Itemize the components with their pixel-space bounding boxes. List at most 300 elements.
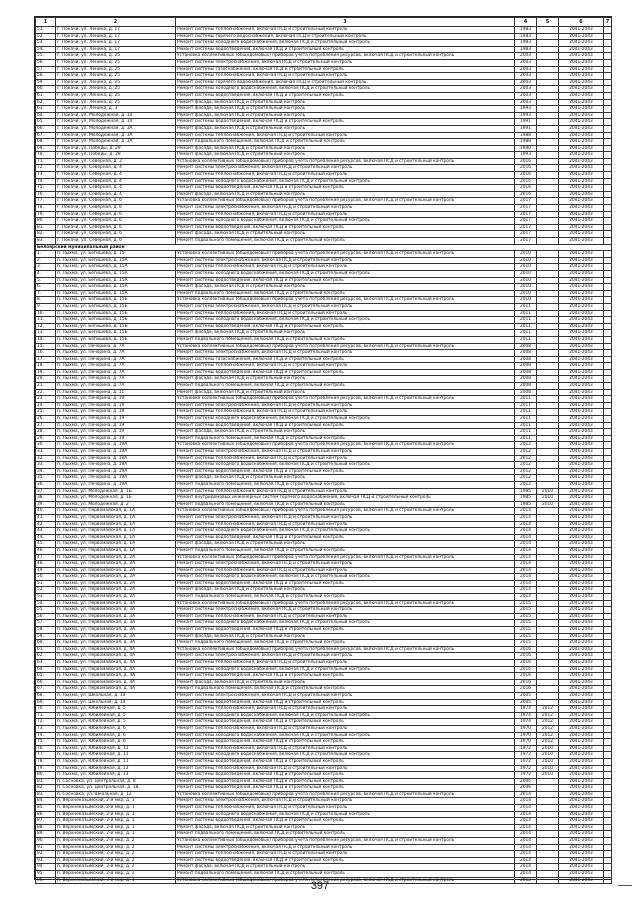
repair-period-cell: 2041-2043 (559, 574, 604, 581)
address-cell: г. Покачи, ул. Ленина, д. 17 (56, 27, 176, 34)
repair-period-cell: 2041-2043 (559, 475, 604, 482)
table-row (36, 132, 612, 139)
row-number: 16. (36, 350, 56, 357)
work-type-cell: Ремонт системы холодного водоснабжения, включая ПСД и строительный контроль (176, 574, 515, 581)
repair-period-cell: 2041-2043 (559, 620, 604, 627)
year-built-cell: 1972 (515, 745, 537, 752)
repair-period-cell: 2041-2043 (559, 238, 604, 245)
table-row (36, 857, 612, 864)
table-row (36, 277, 612, 284)
work-type-cell: Ремонт фасада, включая ПСД и строительный контроль (176, 231, 515, 238)
work-type-cell: Ремонт фасада, включая ПСД и строительный контроль (176, 330, 515, 337)
table-row (36, 818, 612, 825)
table-row (36, 330, 612, 337)
repair-period-cell: 2041-2043 (559, 692, 604, 699)
address-cell: п. Лыхма, ул. Первомайская, д. 1А (56, 521, 176, 528)
address-cell: п. Сосновка, ул. Центральная, д. 18 (56, 785, 176, 792)
year-built-cell: 2014 (515, 528, 537, 535)
repair-period-cell: 2041-2043 (559, 317, 604, 324)
row-number: 2. (36, 257, 56, 264)
work-type-cell: Ремонт системы водоотведения, включая ПСД и строительный контроль (176, 534, 515, 541)
year-reconstructed-cell (537, 851, 559, 858)
address-cell: п. Лыхма, ул. Печорина, д. 19 (56, 396, 176, 403)
repair-period-cell: 2041-2043 (559, 224, 604, 231)
year-reconstructed-cell: 2012 (537, 706, 559, 713)
row-number: 84. (36, 798, 56, 805)
year-built-cell: 2014 (515, 831, 537, 838)
table-row (36, 851, 612, 858)
row-number: 57. (36, 620, 56, 627)
year-reconstructed-cell (537, 838, 559, 845)
row-number: 91. (36, 844, 56, 851)
work-type-cell: Установка коллективных (общедомовых) приборов учета потребления ресурсов, включая ПСД и строительный контроль (176, 251, 515, 258)
address-cell: п. Верхнеказымский, 2-й мкр, д. 2 (56, 864, 176, 871)
repair-period-cell: 2041-2043 (559, 442, 604, 449)
header-cell: 7 (604, 18, 612, 27)
address-cell: п. Лыхма, ул. Бегишева, д. 15Б (56, 330, 176, 337)
year-built-cell: 2016 (515, 666, 537, 673)
note-cell (604, 145, 612, 152)
year-reconstructed-cell (537, 290, 559, 297)
address-cell: п. Лыхма, ул. Юбилейная, д. 6 (56, 739, 176, 746)
year-built-cell: 2010 (515, 290, 537, 297)
address-cell: п. Лыхма, ул. Печорина, д. 7А (56, 343, 176, 350)
row-number: 58. (36, 627, 56, 634)
year-reconstructed-cell: 2010 (537, 501, 559, 508)
table-row (36, 172, 612, 179)
row-number: 4. (36, 270, 56, 277)
year-built-cell: 2014 (515, 791, 537, 798)
table-row (36, 758, 612, 765)
row-number: 24. (36, 402, 56, 409)
note-cell (604, 488, 612, 495)
address-cell: г. Покачи, ул. Ленина, д. 17 (56, 46, 176, 53)
note-cell (604, 600, 612, 607)
address-cell: п. Лыхма, ул. Юбилейная, д. 6 (56, 725, 176, 732)
work-type-cell: Ремонт подвального помещения, включая ПСД и строительный контроль (176, 139, 515, 146)
note-cell (604, 264, 612, 271)
table-row (36, 627, 612, 634)
row-number: 79. (36, 211, 56, 218)
year-built-cell: 2015 (515, 627, 537, 634)
address-cell: п. Лыхма, ул. Бегишева, д. 15Б (56, 303, 176, 310)
repair-period-cell: 2041-2043 (559, 765, 604, 772)
row-number: 80. (36, 218, 56, 225)
repair-period-cell: 2041-2043 (559, 449, 604, 456)
table-row (36, 673, 612, 680)
year-reconstructed-cell (537, 514, 559, 521)
year-reconstructed-cell (537, 785, 559, 792)
table-row (36, 112, 612, 119)
work-type-cell: Установка коллективных (общедомовых) приборов учета потребления ресурсов, включая ПСД и строительный контроль (176, 600, 515, 607)
work-type-cell: Ремонт системы водоотведения, включая ПСД и строительный контроль (176, 857, 515, 864)
address-cell: п. Лыхма, ул. Печорина, д. 19 (56, 435, 176, 442)
year-built-cell: 2011 (515, 336, 537, 343)
note-cell (604, 475, 612, 482)
work-type-cell: Ремонт фасада, включая ПСД и строительный контроль (176, 824, 515, 831)
repair-period-cell: 2041-2043 (559, 303, 604, 310)
year-built-cell: 1991 (515, 119, 537, 126)
address-cell: г. Покачи, ул. Северная, д. 2 (56, 158, 176, 165)
year-reconstructed-cell (537, 640, 559, 647)
repair-period-cell: 2041-2043 (559, 495, 604, 502)
year-built-cell: 2014 (515, 580, 537, 587)
table-row (36, 303, 612, 310)
table-row (36, 468, 612, 475)
year-reconstructed-cell (537, 831, 559, 838)
year-reconstructed-cell (537, 323, 559, 330)
row-number: 62. (36, 653, 56, 660)
note-cell (604, 27, 612, 34)
note-cell (604, 699, 612, 706)
repair-period-cell: 2041-2043 (559, 297, 604, 304)
address-cell: п. Лыхма, ул. Первомайская, д. 1А (56, 528, 176, 535)
row-number: 45. (36, 541, 56, 548)
note-cell (604, 165, 612, 172)
table-row (36, 844, 612, 851)
row-number: 52. (36, 33, 56, 40)
work-type-cell: Установка коллективных (общедомовых) приборов учета потребления ресурсов, включая ПСД и строительный контроль (176, 343, 515, 350)
year-built-cell: 1993 (515, 112, 537, 119)
row-number: 28. (36, 429, 56, 436)
address-cell: п. Лыхма, ул. Юбилейная, д. 11 (56, 752, 176, 759)
group-row (36, 244, 612, 251)
row-number: 20. (36, 376, 56, 383)
row-number: 88. (36, 824, 56, 831)
year-reconstructed-cell (537, 106, 559, 113)
note-cell (604, 53, 612, 60)
address-cell: п. Лыхма, ул. Бегишева, д. 15А (56, 257, 176, 264)
note-cell (604, 646, 612, 653)
row-number: 8. (36, 297, 56, 304)
note-cell (604, 435, 612, 442)
row-number: 21. (36, 383, 56, 390)
year-built-cell: 2015 (515, 600, 537, 607)
table-body (36, 18, 612, 884)
year-reconstructed-cell (537, 369, 559, 376)
work-type-cell: Ремонт системы горячего водоснабжения, включая ПСД и строительный контроль (176, 79, 515, 86)
repair-period-cell: 2041-2043 (559, 396, 604, 403)
note-cell (604, 758, 612, 765)
year-built-cell: 2008 (515, 389, 537, 396)
repair-period-cell: 2041-2043 (559, 725, 604, 732)
table-row (36, 92, 612, 99)
work-type-cell: Установка коллективных (общедомовых) приборов учета потребления ресурсов, включая ПСД и строительный контроль (176, 508, 515, 515)
year-built-cell: 2012 (515, 468, 537, 475)
work-type-cell: Ремонт системы электроснабжения, включая ПСД и строительный контроль (176, 798, 515, 805)
repair-period-cell: 2041-2043 (559, 264, 604, 271)
row-number: 65. (36, 119, 56, 126)
year-built-cell: 2008 (515, 369, 537, 376)
year-built-cell: 2016 (515, 673, 537, 680)
year-reconstructed-cell (537, 145, 559, 152)
note-cell (604, 33, 612, 40)
work-type-cell: Ремонт системы теплоснабжения, включая ПСД и строительный контроль (176, 613, 515, 620)
table-row (36, 350, 612, 357)
address-cell: п. Лыхма, ул. Первомайская, д. 2А (56, 561, 176, 568)
row-number: 35. (36, 475, 56, 482)
table-row (36, 824, 612, 831)
work-type-cell: Ремонт системы холодного водоснабжения, включая ПСД и строительный контроль (176, 178, 515, 185)
row-number: 87. (36, 818, 56, 825)
year-reconstructed-cell (537, 238, 559, 245)
work-type-cell: Ремонт системы водоотведения, включая ПСД и строительный контроль (176, 119, 515, 126)
work-type-cell: Ремонт системы холодного водоснабжения, включая ПСД и строительный контроль (176, 811, 515, 818)
address-cell: п. Лыхма, ул. Печорина, д. 7А (56, 376, 176, 383)
year-built-cell: 2016 (515, 653, 537, 660)
work-type-cell: Установка коллективных (общедомовых) приборов учета потребления ресурсов, включая ПСД и строительный контроль (176, 297, 515, 304)
note-cell (604, 594, 612, 601)
row-number: 34. (36, 468, 56, 475)
repair-period-cell: 2041-2043 (559, 330, 604, 337)
year-reconstructed-cell (537, 297, 559, 304)
work-type-cell: Ремонт системы теплоснабжения, включая ПСД и строительный контроль (176, 765, 515, 772)
address-cell: п. Лыхма, ул. Печорина, д. 19А (56, 481, 176, 488)
year-reconstructed-cell (537, 205, 559, 212)
year-built-cell: 2010 (515, 264, 537, 271)
table-row (36, 376, 612, 383)
note-cell (604, 290, 612, 297)
address-cell: п. Лыхма, ул. Первомайская, д. 3А (56, 620, 176, 627)
year-built-cell: 2003 (515, 99, 537, 106)
table-row (36, 310, 612, 317)
year-built-cell: 2014 (515, 508, 537, 515)
table-row (36, 679, 612, 686)
work-type-cell: Ремонт подвального помещения, включая ПСД и строительный контроль (176, 501, 515, 508)
year-built-cell: 2008 (515, 343, 537, 350)
page-number: 397 (310, 880, 330, 892)
table-row (36, 501, 612, 508)
row-number: 95. (36, 871, 56, 878)
note-cell (604, 284, 612, 291)
year-reconstructed-cell (537, 481, 559, 488)
row-number: 69. (36, 145, 56, 152)
year-built-cell: 2015 (515, 620, 537, 627)
table-row (36, 660, 612, 667)
work-type-cell: Ремонт системы водоотведения, включая ПСД и строительный контроль (176, 719, 515, 726)
address-cell: п. Лыхма, ул. Первомайская, д. 2А (56, 574, 176, 581)
row-number: 76. (36, 191, 56, 198)
year-reconstructed-cell (537, 363, 559, 370)
address-cell: п. Лыхма, ул. Школьная, д. 14 (56, 699, 176, 706)
work-type-cell: Ремонт системы газоснабжения, включая ПСД и строительный контроль (176, 356, 515, 363)
table-row (36, 422, 612, 429)
repair-period-cell: 2041-2043 (559, 534, 604, 541)
note-cell (604, 752, 612, 759)
table-row (36, 791, 612, 798)
row-number: 64. (36, 666, 56, 673)
address-cell: п. Лыхма, ул. Первомайская, д. 1А (56, 508, 176, 515)
row-number: 6. (36, 284, 56, 291)
work-type-cell: Ремонт системы водоотведения, включая ПСД и строительный контроль (176, 778, 515, 785)
year-built-cell: 2012 (515, 481, 537, 488)
year-built-cell: 1970 (515, 739, 537, 746)
row-number: 56. (36, 613, 56, 620)
year-built-cell: 2015 (515, 633, 537, 640)
year-reconstructed-cell (537, 791, 559, 798)
work-type-cell: Ремонт системы горячего водоснабжения, включая ПСД и строительный контроль (176, 33, 515, 40)
work-type-cell: Ремонт системы электроснабжения, включая ПСД и строительный контроль (176, 844, 515, 851)
address-cell: п. Лыхма, ул. Первомайская, д. 3А (56, 633, 176, 640)
year-built-cell: 1985 (515, 488, 537, 495)
year-reconstructed-cell (537, 317, 559, 324)
work-type-cell: Ремонт системы теплоснабжения, включая ПСД и строительный контроль (176, 488, 515, 495)
repair-period-cell: 2041-2043 (559, 211, 604, 218)
address-cell: п. Лыхма, ул. Первомайская, д. 1А (56, 514, 176, 521)
work-type-cell: Установка коллективных (общедомовых) приборов учета потребления ресурсов, включая ПСД и строительный контроль (176, 791, 515, 798)
address-cell: п. Лыхма, ул. Юбилейная, д. 13 (56, 772, 176, 779)
work-type-cell: Ремонт системы электроснабжения, включая ПСД и строительный контроль (176, 350, 515, 357)
repair-period-cell: 2041-2043 (559, 587, 604, 594)
work-type-cell: Ремонт системы электроснабжения, включая ПСД и строительный контроль (176, 257, 515, 264)
row-number: 80. (36, 772, 56, 779)
work-type-cell: Ремонт подвального помещения, включая ПСД и строительный контроль (176, 383, 515, 390)
row-number: 60. (36, 640, 56, 647)
year-reconstructed-cell (537, 679, 559, 686)
repair-period-cell: 2041-2043 (559, 198, 604, 205)
year-reconstructed-cell (537, 402, 559, 409)
note-cell (604, 106, 612, 113)
row-number: 27. (36, 422, 56, 429)
note-cell (604, 541, 612, 548)
work-type-cell: Ремонт подвального помещения, включая ПСД и строительный контроль (176, 435, 515, 442)
row-number: 31. (36, 449, 56, 456)
row-number: 61. (36, 646, 56, 653)
work-type-cell: Ремонт фасада, включая ПСД и строительный контроль (176, 389, 515, 396)
year-reconstructed-cell (537, 139, 559, 146)
repair-period-cell: 2041-2043 (559, 508, 604, 515)
note-cell (604, 172, 612, 179)
note-cell (604, 851, 612, 858)
year-built-cell: 2014 (515, 534, 537, 541)
year-reconstructed-cell (537, 627, 559, 634)
year-reconstructed-cell (537, 46, 559, 53)
year-reconstructed-cell (537, 857, 559, 864)
row-number: 68. (36, 692, 56, 699)
year-built-cell: 2010 (515, 284, 537, 291)
note-cell (604, 791, 612, 798)
repair-period-cell: 2041-2043 (559, 666, 604, 673)
repair-period-cell: 2041-2043 (559, 416, 604, 423)
row-number: 32. (36, 455, 56, 462)
row-number: 3. (36, 264, 56, 271)
note-cell (604, 383, 612, 390)
address-cell: г. Покачи, ул. Северная, д. 6 (56, 224, 176, 231)
address-cell: п. Лыхма, ул. Печорина, д. 19 (56, 402, 176, 409)
work-type-cell: Ремонт фасада, включая ПСД и строительный контроль (176, 376, 515, 383)
year-reconstructed-cell (537, 59, 559, 66)
year-reconstructed-cell (537, 172, 559, 179)
table-row (36, 699, 612, 706)
work-type-cell: Ремонт системы теплоснабжения, включая ПСД и строительный контроль (176, 363, 515, 370)
row-number: 67. (36, 132, 56, 139)
row-number: 11. (36, 317, 56, 324)
year-built-cell: 2017 (515, 205, 537, 212)
year-built-cell: 2010 (515, 257, 537, 264)
table-row (36, 66, 612, 73)
work-type-cell: Ремонт системы теплоснабжения, включая ПСД и строительный контроль (176, 745, 515, 752)
year-reconstructed-cell (537, 33, 559, 40)
repair-period-cell: 2041-2043 (559, 112, 604, 119)
year-built-cell: 2010 (515, 270, 537, 277)
note-cell (604, 554, 612, 561)
address-cell: п. Лыхма, ул. Юбилейная, д. 5 (56, 712, 176, 719)
address-cell: г. Покачи, ул. Молодежная, д. 3А (56, 132, 176, 139)
year-built-cell: 2014 (515, 824, 537, 831)
note-cell (604, 871, 612, 878)
year-reconstructed-cell (537, 270, 559, 277)
row-number: 13. (36, 330, 56, 337)
year-built-cell: 2006 (515, 785, 537, 792)
row-number: 5. (36, 277, 56, 284)
row-number: 19. (36, 369, 56, 376)
row-number: 51. (36, 27, 56, 34)
year-reconstructed-cell (537, 574, 559, 581)
year-reconstructed-cell: 2010 (537, 495, 559, 502)
repair-period-cell: 2041-2043 (559, 791, 604, 798)
row-number: 67. (36, 686, 56, 693)
work-type-cell: Ремонт системы теплоснабжения, включая ПСД и строительный контроль (176, 409, 515, 416)
row-number: 38. (36, 495, 56, 502)
table-row (36, 462, 612, 469)
repair-period-cell: 2041-2043 (559, 92, 604, 99)
year-built-cell: 2015 (515, 607, 537, 614)
year-reconstructed-cell (537, 330, 559, 337)
table-header-row (36, 18, 612, 27)
address-cell: п. Лыхма, ул. Молодежная, д. 2 (56, 501, 176, 508)
year-built-cell: 2010 (515, 251, 537, 258)
row-number: 75. (36, 185, 56, 192)
table-row (36, 402, 612, 409)
year-reconstructed-cell (537, 429, 559, 436)
work-type-cell: Ремонт системы холодного водоснабжения, включая ПСД и строительный контроль (176, 416, 515, 423)
work-type-cell: Ремонт подвального помещения, включая ПСД и строительный контроль (176, 871, 515, 878)
year-built-cell: 2014 (515, 574, 537, 581)
address-cell: п. Лыхма, ул. Печорина, д. 7А (56, 350, 176, 357)
year-reconstructed-cell (537, 435, 559, 442)
note-cell (604, 640, 612, 647)
note-cell (604, 323, 612, 330)
capital-repair-table (35, 17, 612, 884)
row-number: 72. (36, 719, 56, 726)
table-row (36, 435, 612, 442)
year-reconstructed-cell (537, 673, 559, 680)
year-built-cell: 1983 (515, 40, 537, 47)
note-cell (604, 198, 612, 205)
note-cell (604, 119, 612, 126)
note-cell (604, 574, 612, 581)
year-built-cell: 2008 (515, 350, 537, 357)
address-cell: г. Покачи, ул. Молодежная, д. 14 (56, 112, 176, 119)
note-cell (604, 40, 612, 47)
row-number: 70. (36, 152, 56, 159)
table-row (36, 429, 612, 436)
repair-period-cell: 2041-2043 (559, 739, 604, 746)
work-type-cell: Ремонт системы холодного водоснабжения, включая ПСД и строительный контроль (176, 712, 515, 719)
year-reconstructed-cell (537, 343, 559, 350)
repair-period-cell: 2041-2043 (559, 488, 604, 495)
work-type-cell: Ремонт системы теплоснабжения, включая ПСД и строительный контроль (176, 264, 515, 271)
year-built-cell: 2012 (515, 877, 537, 884)
address-cell: п. Лыхма, ул. Печорина, д. 19А (56, 455, 176, 462)
address-cell: п. Лыхма, ул. Юбилейная, д. 5 (56, 719, 176, 726)
repair-period-cell: 2041-2043 (559, 66, 604, 73)
repair-period-cell: 2041-2043 (559, 600, 604, 607)
repair-period-cell: 2041-2043 (559, 468, 604, 475)
note-cell (604, 653, 612, 660)
row-number: 7. (36, 290, 56, 297)
year-reconstructed-cell (537, 660, 559, 667)
